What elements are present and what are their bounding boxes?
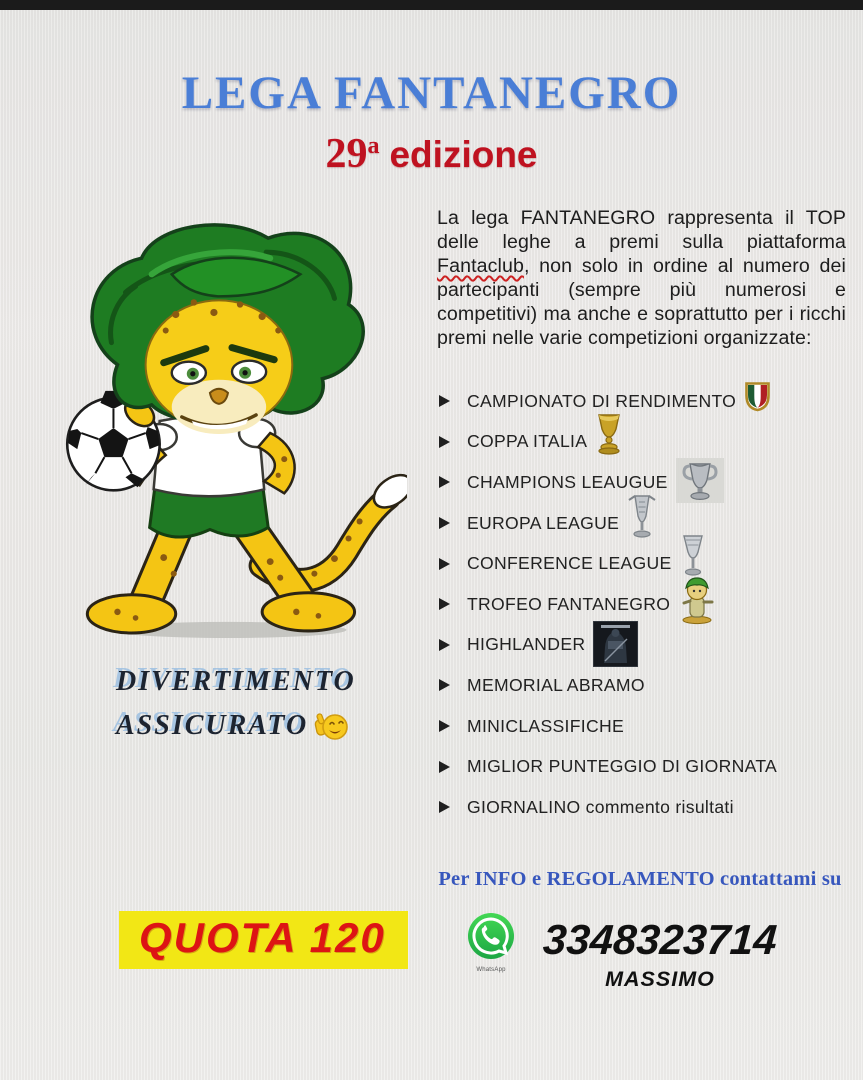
- mascot-figurine-icon: [678, 575, 716, 625]
- info-line: Per INFO e REGOLAMENTO contattami su: [438, 868, 842, 890]
- competition-label: CAMPIONATO DI RENDIMENTO: [467, 390, 737, 411]
- competition-item: [437, 543, 863, 584]
- competition-item: [437, 584, 863, 625]
- tagline-line2: ASSICURATO: [116, 710, 309, 741]
- arrow-bullet-icon: [439, 476, 450, 488]
- whatsapp-icon: [466, 911, 516, 961]
- competition-label: HIGHLANDER: [467, 634, 586, 655]
- competition-item: [437, 787, 863, 828]
- europa-league-trophy-icon: [627, 494, 657, 541]
- competition-item: [437, 503, 863, 544]
- quota-badge: QUOTA 120: [119, 911, 408, 969]
- competition-label: CHAMPIONS LEAUGUE: [467, 471, 668, 492]
- contact-name: MASSIMO: [605, 967, 715, 991]
- coppa-italia-gold-trophy-icon: [595, 413, 623, 455]
- zakumi-leopard-mascot: [55, 212, 407, 644]
- competition-label: EUROPA LEAGUE: [467, 512, 620, 533]
- tagline: [116, 666, 396, 742]
- whatsapp-label: WhatsApp: [476, 967, 506, 973]
- arrow-bullet-icon: [439, 558, 450, 570]
- page-title: LEGA FANTANEGRO: [181, 67, 682, 119]
- competition-label: CONFERENCE LEAGUE: [467, 553, 672, 574]
- whatsapp-contact: [464, 911, 518, 973]
- contact-block: [520, 916, 800, 992]
- arrow-bullet-icon: [439, 801, 450, 813]
- intro-text-after: , non solo in ordine al numero dei partecipanti (sempre più numerosi e competitivi) ma anche e soprattutto per i ricchi premi nelle varie competizioni organizzate:: [437, 255, 846, 350]
- competitions-list: [437, 381, 863, 828]
- intro-text-before: La lega FANTANEGRO rappresenta il TOP delle leghe a premi sulla piattaforma: [437, 207, 846, 254]
- competition-item: [437, 706, 863, 747]
- tagline-line1: DIVERTIMENTO: [116, 666, 356, 697]
- scudetto-tricolor-shield-icon: [744, 381, 771, 412]
- competition-item: [437, 665, 863, 706]
- top-dark-band: [0, 0, 863, 10]
- arrow-bullet-icon: [439, 639, 450, 651]
- edition-ordinal: a: [367, 133, 380, 159]
- competition-label: GIORNALINO commento risultati: [467, 796, 734, 817]
- competition-label: MEMORIAL ABRAMO: [467, 674, 645, 695]
- competition-label: TROFEO FANTANEGRO: [467, 593, 671, 614]
- intro-misspelled-word: Fantaclub: [437, 255, 524, 278]
- arrow-bullet-icon: [439, 720, 450, 732]
- phone-number: 3348323714: [541, 916, 779, 963]
- edition-number: 29: [325, 131, 368, 177]
- arrow-bullet-icon: [439, 761, 450, 773]
- edition-subtitle: [0, 130, 863, 178]
- edition-word: edizione: [389, 134, 538, 175]
- competition-item: [437, 746, 863, 787]
- arrow-bullet-icon: [439, 395, 450, 407]
- conference-league-trophy-icon: [680, 534, 706, 580]
- competition-item: [437, 422, 863, 463]
- competition-label: MIGLIOR PUNTEGGIO DI GIORNATA: [467, 756, 778, 777]
- highlander-poster-icon: [593, 621, 638, 667]
- intro-paragraph: [437, 206, 846, 351]
- competition-label: MINICLASSIFICHE: [467, 715, 625, 736]
- competition-item: [437, 381, 863, 422]
- competition-item: [437, 625, 863, 666]
- champions-league-trophy-icon: [676, 458, 724, 503]
- arrow-bullet-icon: [439, 517, 450, 529]
- arrow-bullet-icon: [439, 679, 450, 691]
- competition-label: COPPA ITALIA: [467, 431, 588, 452]
- arrow-bullet-icon: [439, 436, 450, 448]
- arrow-bullet-icon: [439, 598, 450, 610]
- thumbs-up-smiley-emoji-icon: [314, 711, 348, 741]
